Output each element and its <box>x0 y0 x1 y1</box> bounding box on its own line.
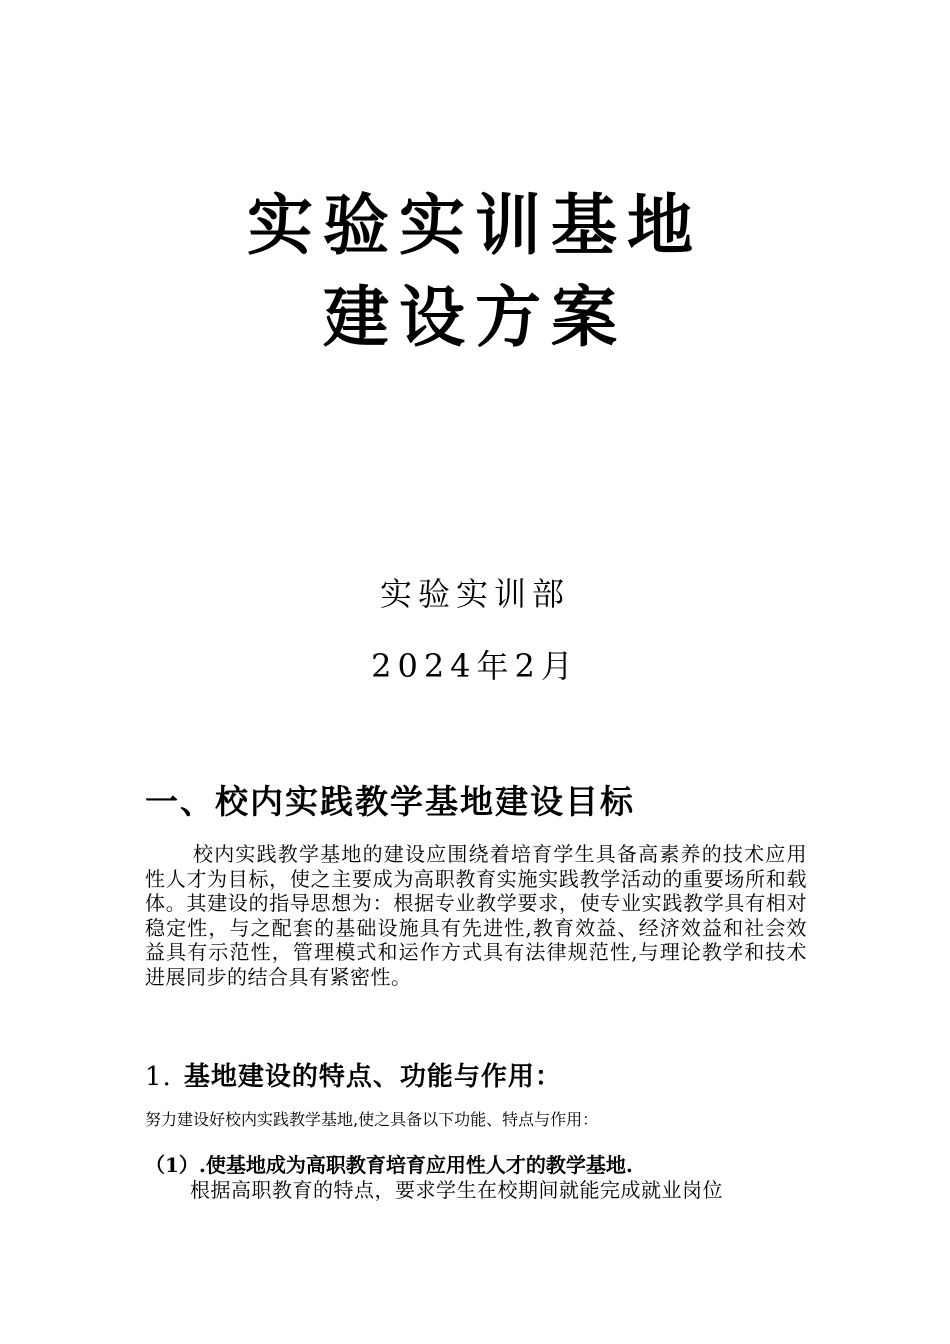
subsection-heading <box>145 1064 562 1090</box>
subsection-title: 基地建设的特点、功能与作用： <box>183 1062 562 1092</box>
document-title-line-1: 实验实训基地 <box>247 186 703 264</box>
subsection-intro: 努力建设好校内实践教学基地,使之具备以下功能、特点与作用： <box>145 1110 599 1129</box>
document-date: 2024年2月 <box>371 647 579 685</box>
item-heading: （1）.使基地成为高职教育培育应用性人才的教学基地. <box>145 1153 633 1177</box>
section-paragraph: 校内实践教学基地的建设应围绕着培育学生具备高素养的技术应用性人才为目标，使之主要成为高职教育实施实践教学活动的重要场所和载体。其建设的指导思想为：根据专业教学要求，使专业实践教学具有相对稳定性，与之配套的基础设施具有先进性,教育效益、经济效益和社会效益具有示范性，管理模式和运作方式具有法律规范性,与理论教学和技术进展同步的结合具有紧密性。 <box>145 842 807 989</box>
document-title-line-2: 建设方案 <box>323 278 627 356</box>
department-name: 实验实训部 <box>379 575 570 613</box>
item-text: 根据高职教育的特点，要求学生在校期间就能完成就业岗位 <box>190 1178 723 1202</box>
section-heading: 一、校内实践教学基地建设目标 <box>145 782 635 821</box>
subsection-number: 1. <box>145 1062 172 1092</box>
